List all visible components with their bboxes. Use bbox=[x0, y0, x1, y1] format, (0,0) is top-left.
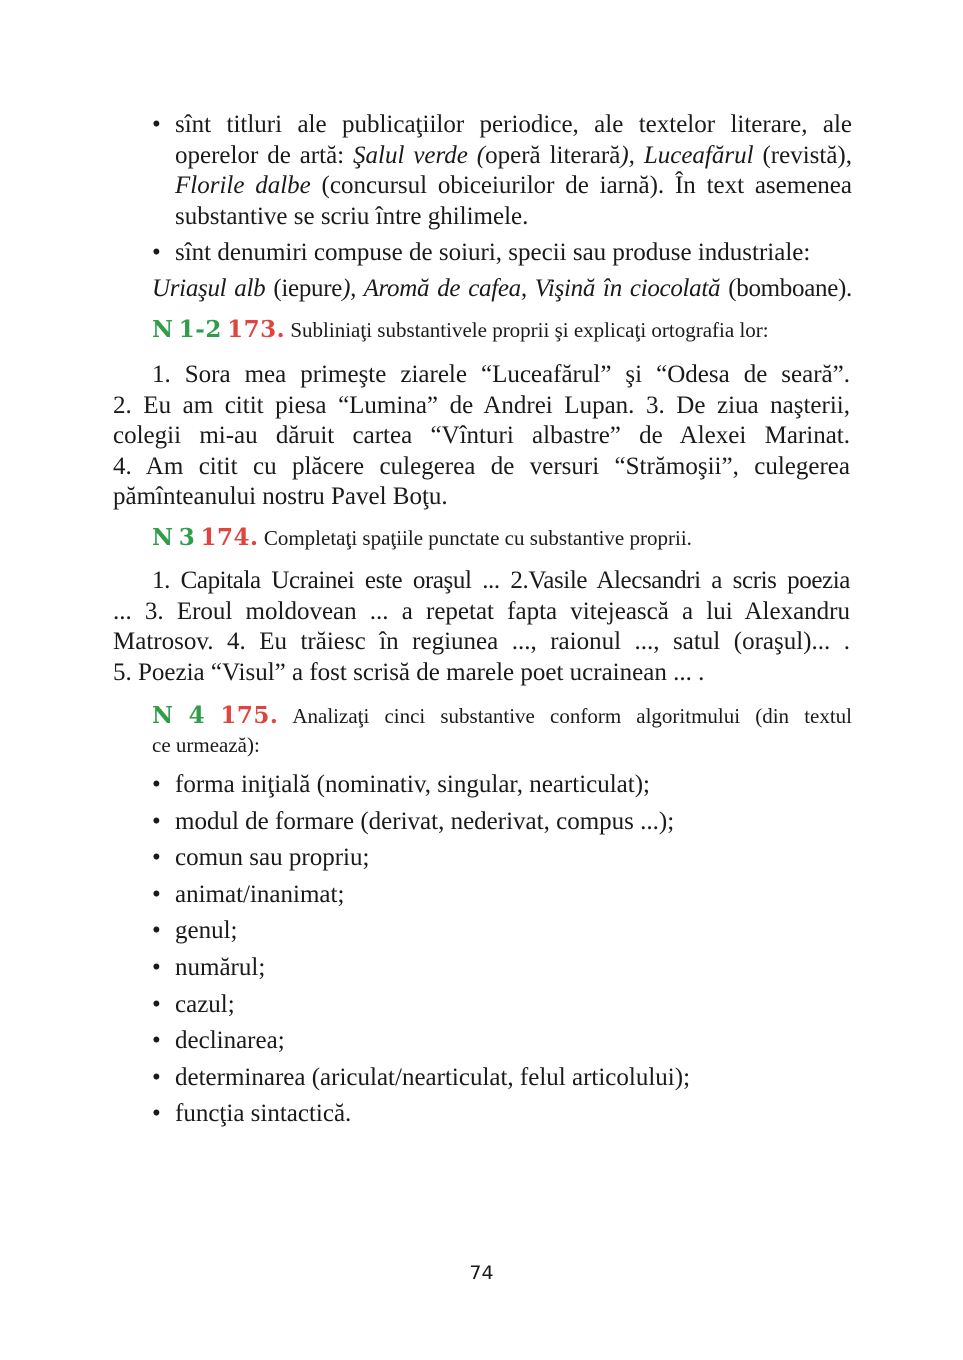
bullet-line: Florile dalbe (concursul obiceiurilor de iarnă). În text asemenea bbox=[175, 172, 852, 199]
bullet-line: sînt titluri ale publicaţiilor periodice, ale textelor literare, ale bbox=[175, 111, 852, 138]
exercise-174-text bbox=[113, 566, 850, 688]
exercise-line: 1. Capitala Ucrainei este oraşul ... 2.Vasile Alecsandri a scris poezia bbox=[152, 567, 850, 594]
bullet-periodicals bbox=[152, 110, 852, 232]
exercise-number: 175. bbox=[220, 702, 279, 729]
exercise-175-instruction-cont: ce urmează): bbox=[152, 733, 260, 757]
exercise-number: 174. bbox=[200, 524, 259, 551]
list-item: • forma iniţială (nominativ, singular, nearticulat); bbox=[152, 771, 650, 798]
exercise-173-header bbox=[152, 316, 852, 344]
exercise-line: 1. Sora mea primeşte ziarele “Luceafărul” şi “Odesa de seară”. bbox=[152, 361, 850, 388]
exercise-level-n: N bbox=[152, 524, 174, 551]
exercise-line: ... 3. Eroul moldovean ... a repetat fapta vitejească a lui Alexandru bbox=[113, 597, 850, 625]
bullet-compound-names bbox=[152, 238, 852, 269]
list-item: • comun sau propriu; bbox=[152, 844, 370, 872]
exercise-line: 5. Poezia “Visul” a fost scrisă de marele poet ucrainean ... . bbox=[113, 658, 705, 686]
analysis-algorithm-list bbox=[152, 770, 852, 1136]
exercise-instruction: Analizaţi cinci substantive conform algoritmului (din textul bbox=[292, 704, 853, 728]
exercise-line: 2. Eu am citit piesa “Lumina” de Andrei Lupan. 3. De ziua naşterii, bbox=[113, 391, 850, 419]
exercise-level: 4 bbox=[188, 702, 206, 729]
bullet-marker: • bbox=[152, 239, 161, 266]
exercise-instruction: Completaţi spaţiile punctate cu substantive proprii. bbox=[263, 526, 692, 550]
exercise-level: 1-2 bbox=[178, 316, 222, 343]
exercise-175-header bbox=[152, 702, 852, 730]
list-item: • funcţia sintactică. bbox=[152, 1100, 352, 1128]
exercise-instruction: Subliniaţi substantivele proprii şi explicaţi ortografia lor: bbox=[290, 318, 769, 342]
list-item: • determinarea (ariculat/nearticulat, felul articolului); bbox=[152, 1063, 691, 1091]
exercise-level-n: N bbox=[152, 702, 174, 729]
bullet-marker: • bbox=[152, 111, 161, 138]
bullet-line: substantive se scriu între ghilimele. bbox=[175, 202, 529, 230]
list-item: • modul de formare (derivat, nederivat, compus ...); bbox=[152, 807, 675, 835]
list-item: • genul; bbox=[152, 917, 238, 945]
exercise-line: pămînteanului nostru Pavel Boţu. bbox=[113, 483, 448, 510]
bullet-line: sînt denumiri compuse de soiuri, specii sau produse industriale: bbox=[175, 239, 811, 266]
exercise-174-header bbox=[152, 524, 852, 552]
list-item: • animat/inanimat; bbox=[152, 880, 345, 908]
exercise-number: 173. bbox=[227, 316, 286, 343]
exercise-line: Matrosov. 4. Eu trăiesc în regiunea ..., raionul ..., satul (oraşul)... . bbox=[113, 628, 850, 655]
bullet-line: operelor de artă: Şalul verde (operă literară), Luceafărul (revistă), bbox=[175, 141, 852, 169]
list-item: • numărul; bbox=[152, 953, 266, 981]
page-number: 74 bbox=[469, 1262, 494, 1284]
exercise-level: 3 bbox=[178, 524, 196, 551]
list-item: • cazul; bbox=[152, 990, 235, 1018]
exercise-line: colegii mi-au dăruit cartea “Vînturi albastre” de Alexei Marinat. bbox=[113, 422, 850, 449]
exercise-level-n: N bbox=[152, 316, 174, 343]
exercise-line: 4. Am citit cu plăcere culegerea de versuri “Strămoşii”, culegerea bbox=[113, 452, 850, 480]
bullet-examples-line: Uriaşul alb (iepure), Aromă de cafea, Vişină în ciocolată (bomboane). bbox=[152, 275, 852, 302]
list-item: • declinarea; bbox=[152, 1027, 285, 1055]
exercise-173-text bbox=[113, 360, 850, 513]
